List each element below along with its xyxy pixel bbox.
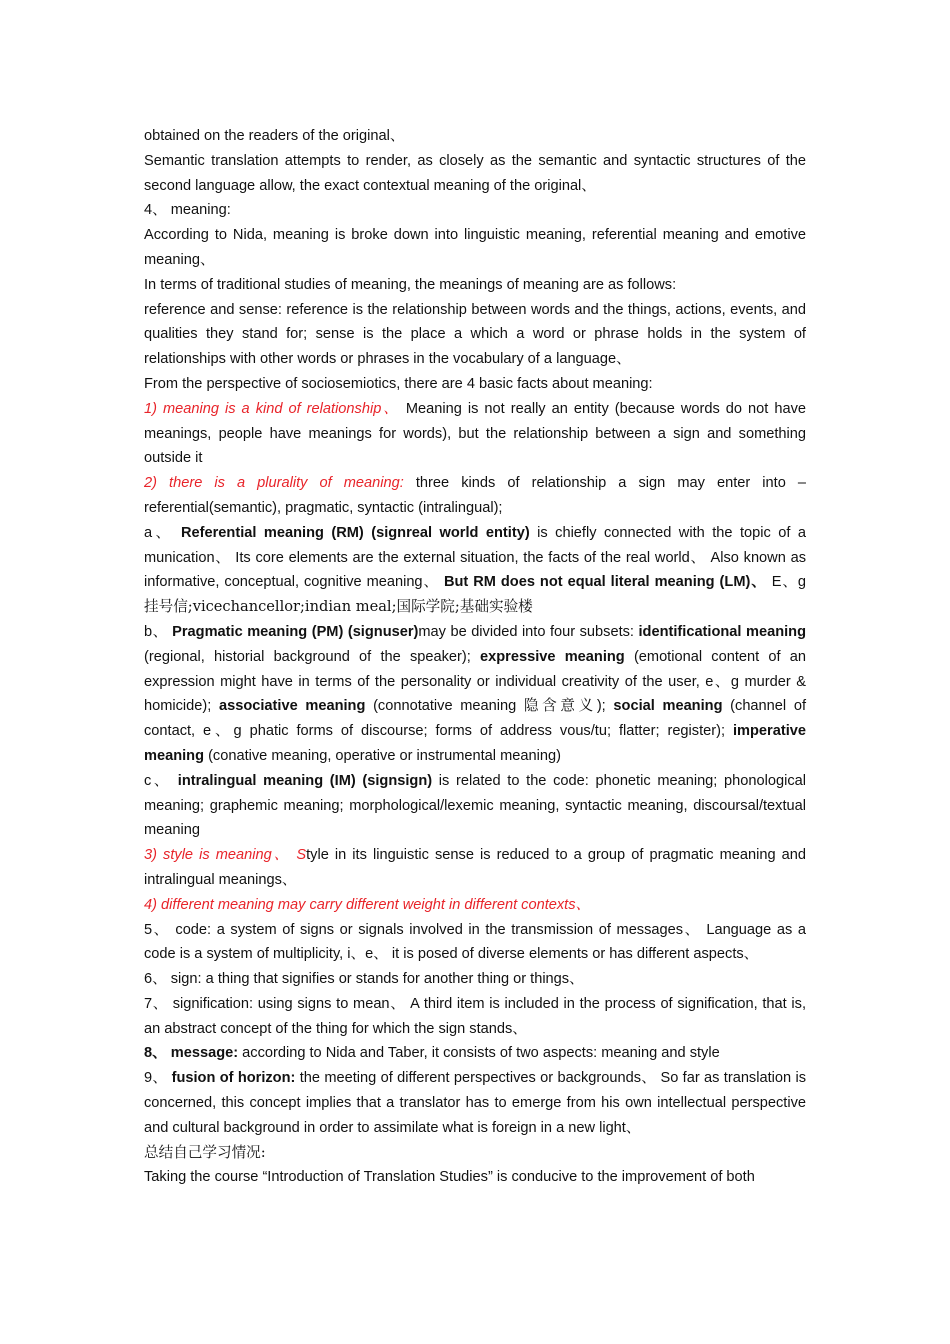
paragraph-fact-3: 3) style is meaning、 Style in its linguistic sense is reduced to a group of pragmatic meaning and intralingual meanings、: [144, 847, 806, 888]
paragraph-fact-1: 1) meaning is a kind of relationship、 Meaning is not really an entity (because words do not have meanings, people have meanings for words), but the relationship between a sign and something outside it: [144, 400, 806, 467]
heading-meaning: 4、 meaning:: [144, 202, 231, 219]
paragraph-sociosemiotics: From the perspective of sociosemiotics, there are 4 basic facts about meaning:: [144, 375, 653, 392]
paragraph-reference-sense: reference and sense: reference is the relationship between words and the things, actions, events, and qualities they stand for; sense is the place a which a word or phrase holds in the system of relationships with other words or phrases in the vocabulary of a language、: [144, 301, 806, 368]
paragraph-sign: 6、 sign: a thing that signifies or stands for another thing or things、: [144, 971, 584, 988]
document-body: [144, 124, 806, 1190]
fact-4-heading: 4) different meaning may carry different weight in different contexts、: [144, 896, 591, 913]
paragraph-code: 5、 code: a system of signs or signals involved in the transmission of messages、 Language as a code is a system of multiplicity, i、e、 it is posed of diverse elements or has different aspects、: [144, 921, 806, 963]
paragraph-course-summary: Taking the course “Introduction of Translation Studies” is conducive to the improvement of both: [144, 1169, 755, 1186]
paragraph-referential-meaning: a、 Referential meaning (RM) (signreal world entity) is chiefly connected with the topic of a munication、 Its core elements are the external situation, the facts of the real world、 Also known as informative, conceptual, cognitive meaning、 But RM does not equal literal meaning (LM)、 E、g 挂号信;vicechancellor;indian meal;国际学院;基础实验楼: [144, 524, 807, 616]
paragraph-intralingual-meaning: c、 intralingual meaning (IM) (signsign) is related to the code: phonetic meaning; phonological meaning; graphemic meaning; morphological/lexemic meaning, syntactic meaning, discoursal/textual meaning: [144, 772, 806, 839]
paragraph-original-readers: obtained on the readers of the original、: [144, 128, 405, 144]
fact-1-heading: 1) meaning is a kind of relationship、: [144, 400, 400, 417]
fact-2-heading: 2) there is a plurality of meaning:: [144, 475, 404, 492]
paragraph-semantic-translation: Semantic translation attempts to render, as closely as the semantic and syntactic structures of the second language allow, the exact contextual meaning of the original、: [144, 152, 806, 194]
paragraph-message: 8、 message: according to Nida and Taber, it consists of two aspects: meaning and style: [144, 1045, 720, 1062]
paragraph-traditional-studies: In terms of traditional studies of meaning, the meanings of meaning are as follows:: [144, 276, 677, 293]
paragraph-fusion-of-horizon: 9、 fusion of horizon: the meeting of different perspectives or backgrounds、 So far as translation is concerned, this concept implies that a translator has to emerge from his own intellectual perspective and cultural background in order to assimilate what is foreign in a new light、: [144, 1070, 806, 1136]
paragraph-nida-meaning: According to Nida, meaning is broke down into linguistic meaning, referential meaning and emotive meaning、: [144, 227, 806, 268]
paragraph-fact-2: 2) there is a plurality of meaning: three kinds of relationship a sign may enter into – referential(semantic), pragmatic, syntactic (intralingual);: [144, 475, 807, 516]
fact-3-heading: 3) style is meaning、 S: [144, 847, 307, 864]
paragraph-summary-heading: 总结自己学习情况:: [144, 1143, 266, 1161]
paragraph-pragmatic-meaning: b、 Pragmatic meaning (PM) (signuser)may be divided into four subsets: identificational meaning (regional, historial background of the speaker); expressive meaning (emotional content of an expression might have in terms of the personality or individual creativity of the user, e、g murder & homicide); associative meaning (connotative meaning 隐含意义); social meaning (channel of contact, e、g phatic forms of discourse; forms of address vous/tu; flatter; register); imperative meaning (conative meaning, operative or instrumental meaning): [144, 623, 807, 764]
paragraph-signification: 7、 signification: using signs to mean、 A third item is included in the process of signification, that is, an abstract concept of the thing for which the sign stands、: [144, 995, 806, 1037]
paragraph-fact-4: [144, 893, 806, 918]
